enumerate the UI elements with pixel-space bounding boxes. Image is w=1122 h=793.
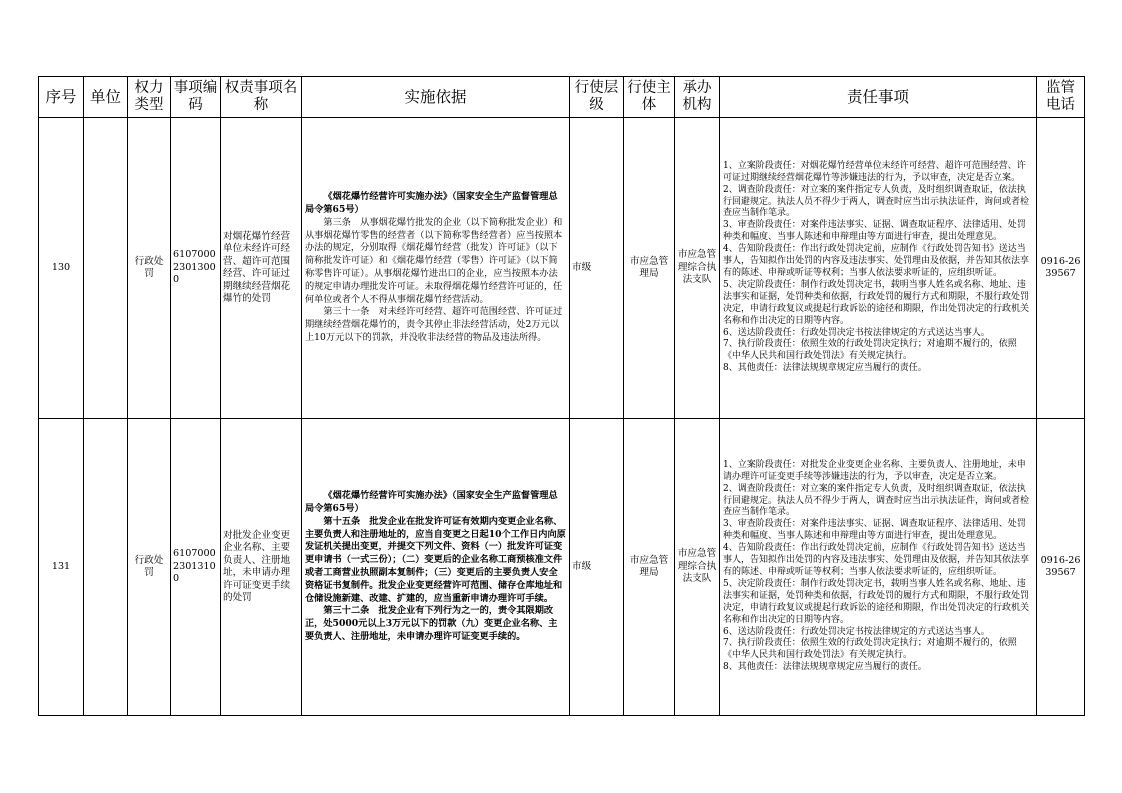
cell-basis (302, 118, 570, 419)
resp-item: 4、告知阶段责任：作出行政处罚决定前，应制作《行政处罚告知书》送达当事人，告知拟作出处罚的内容及违法事实、处罚理由及依据，并告知其依法享有的陈述、申辩或听证等权利；当事人依法要求听证的，应组织听证。 (723, 543, 1030, 577)
cell-subject: 市应急管理局 (624, 419, 675, 716)
cell-item-name: 对批发企业变更企业名称、主要负责人、注册地址，未申请办理许可证变更手续的处罚 (221, 419, 302, 716)
resp-item: 5、决定阶段责任：制作行政处罚决定书，载明当事人姓名或名称、地址、违法事实和证据，处罚种类和依据，行政处罚的履行方式和期限，不服行政处罚决定，申请行政复议或提起行政诉讼的途径和期限，作出处罚决定的行政机关名称和作出决定的日期等内容。 (723, 279, 1030, 326)
header-phone: 监管电话 (1037, 77, 1085, 118)
cell-phone: 0916-2639567 (1037, 419, 1085, 716)
cell-power-type: 行政处罚 (128, 419, 171, 716)
basis-title: 《烟花爆竹经营许可实施办法》（国家安全生产监督管理总局令第65号） (305, 191, 558, 216)
table-row (39, 419, 1085, 716)
cell-resp (720, 118, 1037, 419)
resp-item: 7、执行阶段责任：依照生效的行政处罚决定执行；对逾期不履行的，依照《中华人民共和国行政处罚法》有关规定执行。 (723, 339, 1017, 362)
header-item-code: 事项编码 (171, 77, 221, 118)
cell-subject: 市应急管理局 (624, 118, 675, 419)
resp-item: 6、送达阶段责任：行政处罚决定书按法律规定的方式送达当事人。 (723, 327, 990, 338)
cell-resp (720, 419, 1037, 716)
basis-paragraph: 第三十一条 对未经许可经营、超许可范围经营、许可证过期继续经营烟花爆竹的，责令其停止非法经营活动，处2万元以上10万元以下的罚款，并没收非法经营的物品及违法所得。 (305, 306, 563, 343)
resp-item: 3、审查阶段责任：对案件违法事实、证据、调查取证程序、法律适用、处罚种类和幅度、当事人陈述和申辩理由等方面进行审查，提出处理意见。 (723, 519, 1026, 542)
basis-title: 《烟花爆竹经营许可实施办法》（国家安全生产监督管理总局令第65号） (305, 490, 558, 515)
header-row (39, 77, 1085, 118)
resp-item: 5、决定阶段责任：制作行政处罚决定书，载明当事人姓名或名称、地址、违法事实和证据，处罚种类和依据，行政处罚的履行方式和期限，不服行政处罚决定，申请行政复议或提起行政诉讼的途径和期限，作出处罚决定的行政机关名称和作出决定的日期等内容。 (723, 578, 1030, 625)
cell-item-code: 610700023013000 (171, 118, 221, 419)
cell-item-code: 610700023013100 (171, 419, 221, 716)
cell-seq: 131 (39, 419, 84, 716)
header-subject: 行使主体 (624, 77, 675, 118)
cell-org: 市应急管理综合执法支队 (675, 118, 720, 419)
cell-level: 市级 (570, 419, 624, 716)
header-org: 承办机构 (675, 77, 720, 118)
resp-item: 7、执行阶段责任：依照生效的行政处罚决定执行；对逾期不履行的，依照《中华人民共和国行政处罚法》有关规定执行。 (723, 638, 1017, 661)
resp-item: 4、告知阶段责任：作出行政处罚决定前，应制作《行政处罚告知书》送达当事人，告知拟作出处罚的内容及违法事实、处罚理由及依据，并告知其依法享有的陈述、申辩或听证等权利；当事人依法要求听证的，应组织听证。 (723, 244, 1030, 278)
basis-paragraph: 第十五条 批发企业在批发许可证有效期内变更企业名称、主要负责人和注册地址的，应当自变更之日起10个工作日内向原发证机关提出变更，并提交下列文件、资料（一）批发许可证变更申请书（一式三份）；（二）变更后的企业名称工商预核准文件或者工商营业执照副本复制件；（三）变更后的主要负责人安全资格证书复制件。批发企业变更经营许可范围、储存仓库地址和仓储设施新建、改建、扩建的，应当重新申请办理许可手续。 (305, 515, 566, 604)
resp-item: 2、调查阶段责任：对立案的案件指定专人负责，及时组织调查取证，依法执行回避规定。执法人员不得少于两人，调查时应当出示执法证件，询问或者检查应当制作笔录。 (723, 184, 1030, 219)
header-item-name: 权责事项名称 (221, 77, 302, 118)
table-row (39, 118, 1085, 419)
cell-org: 市应急管理综合执法支队 (675, 419, 720, 716)
header-unit: 单位 (84, 77, 128, 118)
resp-item: 8、其他责任：法律法规规章规定应当履行的责任。 (723, 363, 927, 374)
header-level: 行使层级 (570, 77, 624, 118)
resp-item: 1、立案阶段责任：对烟花爆竹经营单位未经许可经营、超许可范围经营、许可证过期继续经营烟花爆竹等涉嫌违法的行为，予以审查，决定是否立案。 (723, 160, 1026, 183)
header-basis: 实施依据 (302, 77, 570, 118)
cell-seq: 130 (39, 118, 84, 419)
header-resp: 责任事项 (720, 77, 1037, 118)
cell-power-type: 行政处罚 (128, 118, 171, 419)
responsibility-table (38, 76, 1085, 716)
resp-item: 8、其他责任：法律法规规章规定应当履行的责任。 (723, 662, 927, 673)
resp-item: 2、调查阶段责任：对立案的案件指定专人负责，及时组织调查取证，依法执行回避规定。执法人员不得少于两人，调查时应当出示执法证件，询问或者检查应当制作笔录。 (723, 483, 1030, 518)
cell-unit (84, 118, 128, 419)
cell-level: 市级 (570, 118, 624, 419)
resp-item: 6、送达阶段责任：行政处罚决定书按法律规定的方式送达当事人。 (723, 626, 990, 637)
header-seq: 序号 (39, 77, 84, 118)
resp-item: 1、立案阶段责任：对批发企业变更企业名称、主要负责人、注册地址，未申请办理许可证变更手续等涉嫌违法的行为，予以审查，决定是否立案。 (723, 459, 1026, 482)
cell-unit (84, 419, 128, 716)
basis-paragraph: 第三条 从事烟花爆竹批发的企业（以下简称批发企业）和从事烟花爆竹零售的经营者（以下简称零售经营者）应当按照本办法的规定，分别取得《烟花爆竹经营（批发）许可证》（以下简称批发许可证）和《烟花爆竹经营（零售）许可证》（以下简称零售许可证）。从事烟花爆竹进出口的企业，应当按照本办法的规定申请办理批发许可证。未取得烟花爆竹经营许可证的，任何单位或者个人不得从事烟花爆竹经营活动。 (305, 216, 563, 305)
resp-item: 3、审查阶段责任：对案件违法事实、证据、调查取证程序、法律适用、处罚种类和幅度、当事人陈述和申辩理由等方面进行审查，提出处理意见。 (723, 220, 1026, 243)
basis-paragraph: 第三十二条 批发企业有下列行为之一的，责令其限期改正，处5000元以上3万元以下的罚款（九）变更企业名称、主要负责人、注册地址，未申请办理许可证变更手续的。 (305, 605, 558, 642)
header-power-type: 权力类型 (128, 77, 171, 118)
cell-phone: 0916-2639567 (1037, 118, 1085, 419)
cell-basis (302, 419, 570, 716)
cell-item-name: 对烟花爆竹经营单位未经许可经营、超许可范围经营、许可证过期继续经营烟花爆竹的处罚 (221, 118, 302, 419)
